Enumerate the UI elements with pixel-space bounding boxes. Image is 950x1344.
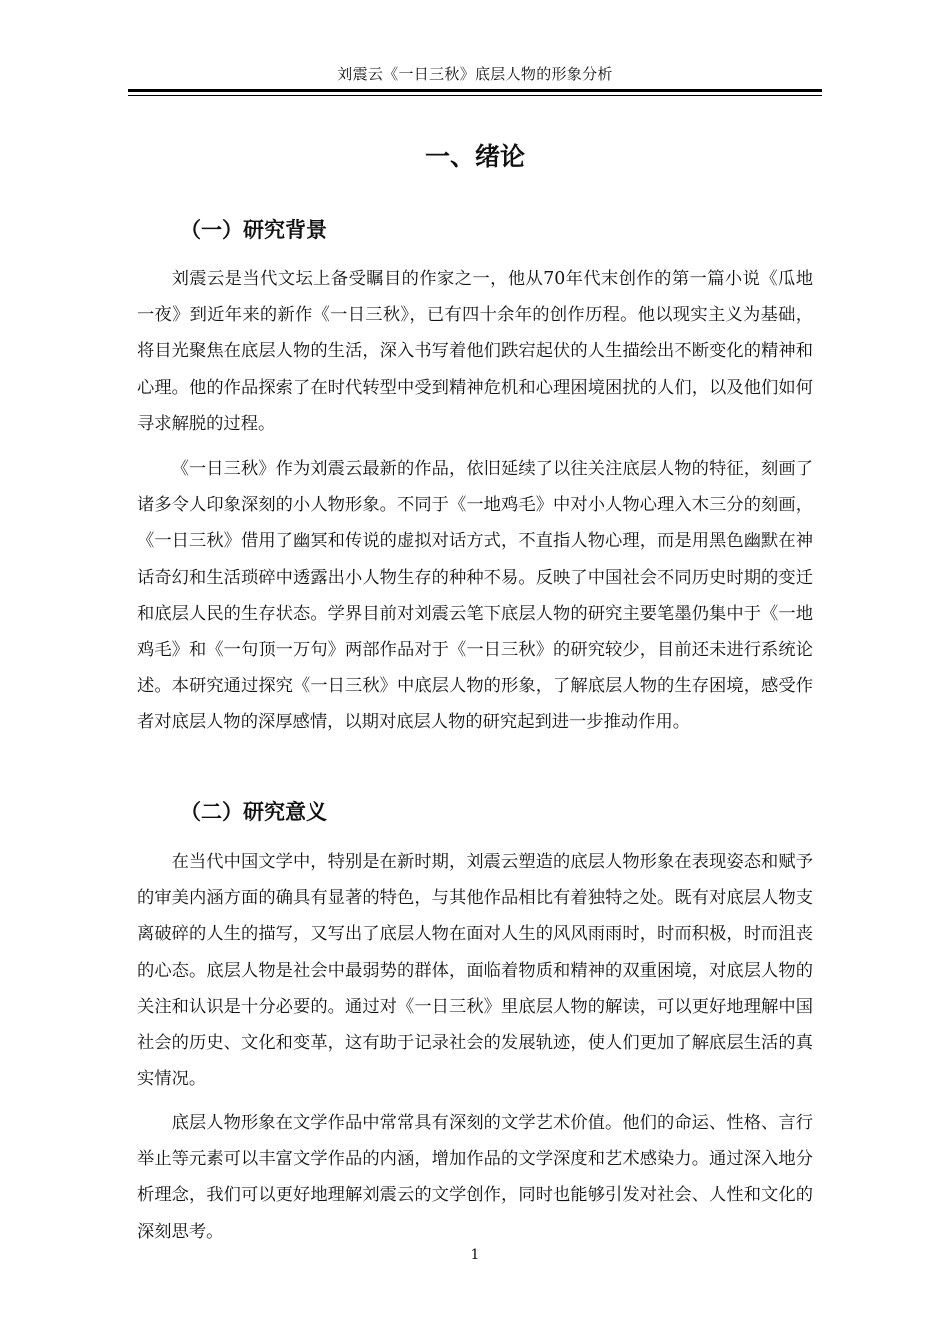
header-rule-thin <box>128 95 822 96</box>
paragraph: 在当代中国文学中，特别是在新时期，刘震云塑造的底层人物形象在表现姿态和赋予的审美内涵方面的确具有显著的特色，与其他作品相比有着独特之处。既有对底层人物支离破碎的人生的描写，又写出了底层人物在面对人生的风风雨雨时，时而积极，时而沮丧的心态。底层人物是社会中最弱势的群体，面临着物质和精神的双重困境，对底层人物的关注和认识是十分必要的。通过对《一日三秋》里底层人物的解读，可以更好地理解中国社会的历史、文化和变革，这有助于记录社会的发展轨迹，使人们更加了解底层生活的真实情况。 <box>137 852 813 1090</box>
running-header: 刘震云《一日三秋》底层人物的形象分析 <box>337 65 613 83</box>
page-number: 1 <box>470 1247 480 1263</box>
chapter-title: 一、绪论 <box>424 142 525 171</box>
paragraph: 底层人物形象在文学作品中常常具有深刻的文学艺术价值。他们的命运、性格、言行举止等元素可以丰富文学作品的内涵，增加作品的文学深度和艺术感染力。通过深入地分析理念，我们可以更好地理解刘震云的文学创作，同时也能够引发对社会、人性和文化的深刻思考。 <box>137 1113 813 1242</box>
paragraph: 刘震云是当代文坛上备受瞩目的作家之一，他从70年代末创作的第一篇小说《瓜地一夜》到近年来的新作《一日三秋》，已有四十余年的创作历程。他以现实主义为基础，将目光聚焦在底层人物的生活，深入书写着他们跌宕起伏的人生描绘出不断变化的精神和心理。他的作品探索了在时代转型中受到精神危机和心理困境困扰的人们，以及他们如何寻求解脱的过程。 <box>137 269 813 434</box>
header-rule <box>128 89 822 92</box>
section-heading-background: （一）研究背景 <box>180 218 327 242</box>
paragraph: 《一日三秋》作为刘震云最新的作品，依旧延续了以往关注底层人物的特征，刻画了诸多令人印象深刻的小人物形象。不同于《一地鸡毛》中对小人物心理入木三分的刻画，《一日三秋》借用了幽冥和传说的虚拟对话方式，不直指人物心理，而是用黑色幽默在神话奇幻和生活琐碎中透露出小人物生存的种种不易。反映了中国社会不同历史时期的变迁和底层人民的生存状态。学界目前对刘震云笔下底层人物的研究主要笔墨仍集中于《一地鸡毛》和《一句顶一万句》两部作品对于《一日三秋》的研究较少，目前还未进行系统论述。本研究通过探究《一日三秋》中底层人物的形象，了解底层人物的生存困境，感受作者对底层人物的深厚感情，以期对底层人物的研究起到进一步推动作用。 <box>137 459 813 733</box>
section-heading-significance: （二）研究意义 <box>180 800 327 824</box>
